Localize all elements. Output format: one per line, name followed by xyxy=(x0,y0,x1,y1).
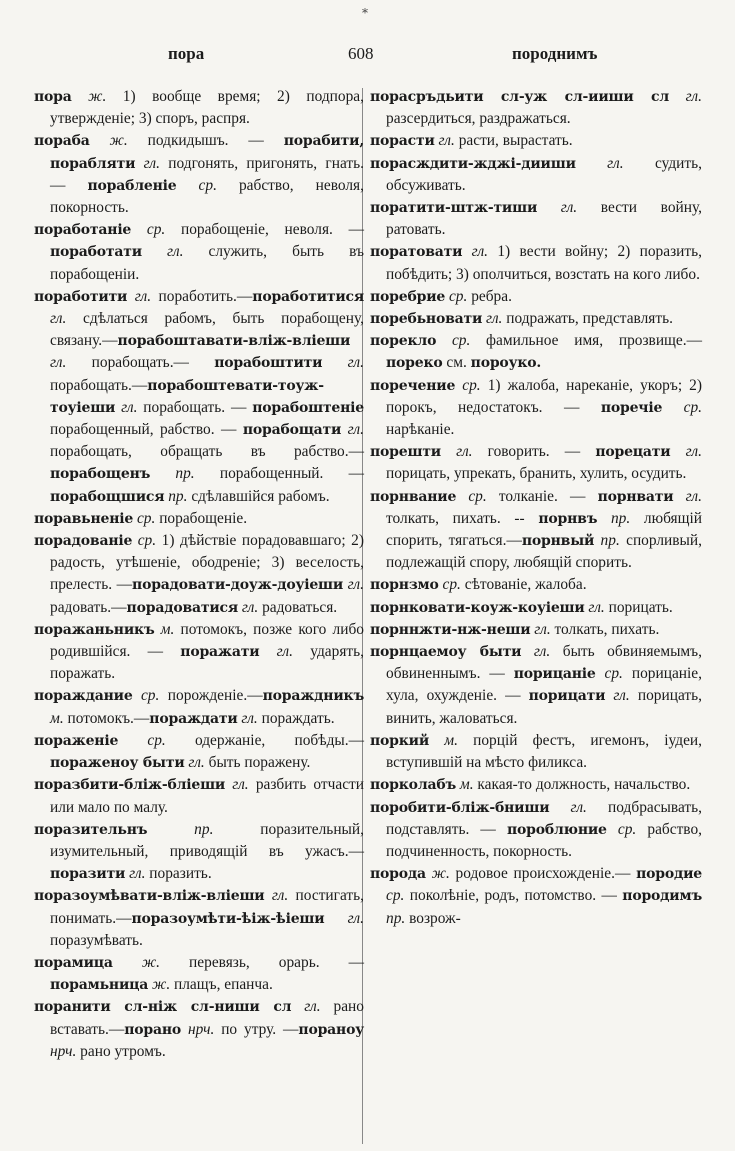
definition-text: судить, обсуживать. xyxy=(386,154,702,194)
headword: порадовати-доуж-доуіеши xyxy=(132,577,344,594)
definition-text: порабощенный. — xyxy=(194,465,364,483)
definition-text: 1) вообще время; 2) подпора, утвержденіе; 3) споръ, распря. xyxy=(50,88,364,128)
grammar-label: гл. xyxy=(225,776,249,794)
headword: порнвъ xyxy=(538,510,598,527)
dictionary-entry xyxy=(34,286,364,508)
grammar-label: гл. xyxy=(125,865,146,883)
definition-text: поразительный, изумительный, приводящій въ ужасъ.— xyxy=(50,820,364,860)
grammar-label: нрч. xyxy=(50,1042,77,1060)
definition-text: порицать. xyxy=(604,598,673,616)
headword: порекло xyxy=(370,333,437,350)
dictionary-entry xyxy=(370,441,702,485)
headword: поработитися xyxy=(252,288,364,305)
definition-text: рано утромъ. xyxy=(76,1042,166,1060)
definition-text: порабощать.— xyxy=(50,376,148,394)
grammar-label: пр. xyxy=(594,532,620,550)
definition-text: поработить.— xyxy=(151,287,253,305)
headword: поражати xyxy=(180,644,260,661)
page-number: 608 xyxy=(348,44,374,63)
definition-text: рабство, неволя, покорность. xyxy=(50,176,364,217)
definition-text: порцій фестъ, игемонъ, іудеи, вступившій на мѣсто филикса. xyxy=(386,731,702,772)
grammar-label: ж. xyxy=(89,132,128,150)
definition-text: потомокъ.— xyxy=(63,709,150,727)
definition-text: рано вставать.— xyxy=(50,998,364,1038)
dictionary-entry xyxy=(370,286,702,308)
grammar-label: пр. xyxy=(147,820,214,838)
dictionary-entry xyxy=(370,774,702,796)
grammar-label: м. xyxy=(429,731,458,749)
page-header xyxy=(36,44,696,68)
grammar-label: гл. xyxy=(127,287,152,305)
dictionary-entry xyxy=(34,685,364,729)
grammar-label: гл. xyxy=(237,709,258,727)
header-right-keyword: породнимъ xyxy=(512,44,598,63)
headword: поработати xyxy=(50,244,142,261)
grammar-label: гл. xyxy=(50,354,67,372)
grammar-label: ж. xyxy=(425,865,450,883)
definition-text: сдѣлаться рабомъ, быть порабощену, связану.— xyxy=(50,310,364,350)
definition-text: какая-то должность, начальство. xyxy=(473,776,691,794)
definition-text: возрож- xyxy=(405,909,461,927)
headword: порабоштити xyxy=(214,355,323,372)
dictionary-entry xyxy=(34,530,364,619)
dictionary-entry xyxy=(370,797,702,864)
headword: порабоштеніе xyxy=(252,399,365,416)
headword: поразбити-бліж-бліеши xyxy=(34,777,226,794)
headword: поработаніе xyxy=(34,222,132,239)
dictionary-entry xyxy=(370,375,702,442)
definition-text: спорливый, подлежащій спору, любящій спорить. xyxy=(386,532,702,572)
grammar-label: гл. xyxy=(50,310,67,328)
grammar-label: ср. xyxy=(132,687,160,705)
headword: пораждати xyxy=(149,710,238,727)
dictionary-entry xyxy=(370,330,702,374)
grammar-label: гл. xyxy=(530,620,551,638)
headword: пораноу xyxy=(298,1021,364,1038)
definition-text: 1) жалоба, нареканіе, укоръ; 2) порокъ, недостатокъ. — xyxy=(386,376,702,416)
headword: поречіе xyxy=(600,399,663,416)
headword: порабоштевати-тоуж-тоуіеши xyxy=(50,377,324,416)
headword: порнковати-коуж-коуіеши xyxy=(370,599,585,616)
grammar-label: гл. xyxy=(670,443,702,461)
grammar-label: ср. xyxy=(456,487,487,505)
grammar-label: ж. xyxy=(71,88,107,105)
dictionary-entry xyxy=(34,885,364,952)
definition-text: радоваться. xyxy=(258,598,338,616)
headword: поразоумѣти-ѣіж-ѣіеши xyxy=(131,910,325,927)
grammar-label: ср. xyxy=(176,176,217,194)
definition-text: пораждать. xyxy=(257,709,335,727)
definition-text: порабощеніе, неволя. — xyxy=(165,221,364,239)
grammar-label: гл. xyxy=(575,154,624,172)
headword: поребьновати xyxy=(370,311,483,328)
definition-text: сѣтованіе, жалоба. xyxy=(460,576,587,594)
top-mark: * xyxy=(362,6,368,20)
grammar-label: пр. xyxy=(386,909,406,927)
definition-text: 1) дѣйствіе порадовавшаго; 2) радость, утѣшеніе, ободреніе; 3) веселость, прелесть. — xyxy=(50,532,364,594)
headword: порабощати xyxy=(242,422,342,439)
headword: порецати xyxy=(595,444,671,461)
grammar-label: ср. xyxy=(445,287,468,305)
grammar-label: ср. xyxy=(131,221,166,239)
grammar-label: гл. xyxy=(259,643,293,661)
grammar-label: гл. xyxy=(537,199,578,217)
grammar-label: м. xyxy=(154,620,175,638)
dictionary-entry xyxy=(370,241,702,285)
definition-text: порицаніе, хула, охужденіе. — xyxy=(386,665,702,705)
definition-text: любящій спорить, тягаться.— xyxy=(386,509,703,550)
grammar-label: нрч. xyxy=(181,1020,215,1038)
definition-text: потомокъ, позже кого либо родившійся. — xyxy=(50,620,364,661)
grammar-label: м. xyxy=(50,709,64,727)
grammar-label: гл. xyxy=(549,798,587,816)
right-column xyxy=(370,86,702,930)
dictionary-entry xyxy=(34,774,364,818)
headword: поратити-штж-тиши xyxy=(370,200,538,217)
definition-text: толканіе. — xyxy=(486,487,598,505)
dictionary-entry xyxy=(370,153,702,197)
definition-text: порожденіе.— xyxy=(159,687,263,705)
dictionary-entry xyxy=(370,486,702,575)
definition-text: ребра. xyxy=(467,287,512,305)
headword: поречение xyxy=(370,377,456,394)
headword: порабощшися xyxy=(50,488,165,505)
dictionary-entry xyxy=(370,130,702,152)
grammar-label: гл. xyxy=(521,643,551,661)
definition-text: порабощенный, рабство. — xyxy=(50,421,243,439)
grammar-label: ж. xyxy=(112,953,161,971)
left-column xyxy=(34,86,364,1063)
dictionary-entry xyxy=(34,508,364,530)
grammar-label: гл. xyxy=(184,754,205,772)
headword: порабленіе xyxy=(87,177,177,194)
headword: порицаніе xyxy=(513,666,596,683)
definition-text: ударять, поражать. xyxy=(50,643,364,683)
dictionary-entry xyxy=(34,819,364,886)
headword: поркий xyxy=(370,732,430,749)
dictionary-entry xyxy=(370,597,702,619)
grammar-label: гл. xyxy=(115,398,138,416)
grammar-label: гл. xyxy=(322,354,364,372)
headword: поработити xyxy=(34,288,128,305)
definition-text: по утру. — xyxy=(214,1020,299,1038)
definition-text: порабощать. — xyxy=(137,398,253,416)
headword: пораждание xyxy=(34,688,133,705)
grammar-label: м. xyxy=(456,776,474,794)
definition-text: сдѣлавшійся рабомъ. xyxy=(187,487,330,505)
grammar-label: гл. xyxy=(238,598,259,616)
headword: пороуко. xyxy=(470,355,542,372)
headword: порасръдьити сл-уж сл-ииши сл xyxy=(370,89,670,105)
definition-text: порабощеніе. xyxy=(155,509,248,527)
definition-text: толкать, пихать. -- xyxy=(386,509,539,527)
headword: поразоумѣвати-вліж-вліеши xyxy=(34,888,265,905)
headword: порннжти-нж-неши xyxy=(370,621,531,638)
headword: пораждникъ xyxy=(262,688,364,705)
definition-text: порицать, упрекать, бранить, хулить, осудить. xyxy=(386,465,687,483)
dictionary-entry xyxy=(370,863,702,930)
grammar-label: ср. xyxy=(595,665,623,683)
definition-text: см. xyxy=(442,354,471,372)
headword: поразительнъ xyxy=(34,821,148,838)
headword: поребрие xyxy=(370,288,446,305)
grammar-label: гл. xyxy=(135,154,160,172)
definition-text: вести войну, ратовать. xyxy=(386,199,702,239)
headword: порнвание xyxy=(370,488,457,505)
dictionary-entry xyxy=(370,308,702,330)
grammar-label: гл. xyxy=(441,443,473,461)
grammar-label: ср. xyxy=(133,509,156,527)
headword: пороблюние xyxy=(506,821,607,838)
dictionary-entry xyxy=(34,996,364,1063)
dictionary-entry xyxy=(34,619,364,686)
grammar-label: ср. xyxy=(438,576,461,594)
dictionary-entry xyxy=(370,641,702,730)
grammar-label: гл. xyxy=(669,88,702,105)
headword: порасти xyxy=(370,133,435,150)
headword: порколабъ xyxy=(370,777,457,794)
definition-text: поколѣніе, родъ, потомство. — xyxy=(404,887,623,905)
headword: пореко xyxy=(386,355,443,372)
definition-text: 1) вести войну; 2) поразить, побѣдить; 3) ополчиться, возстать на кого либо. xyxy=(386,243,702,283)
grammar-label: пр. xyxy=(597,509,631,527)
definition-text: поразумѣвать. xyxy=(50,931,143,949)
definition-text: быть поражену. xyxy=(204,754,311,772)
headword: пораба xyxy=(34,133,90,150)
headword: пораженоу быти xyxy=(50,755,185,772)
dictionary-entry xyxy=(34,86,364,130)
grammar-label: пр. xyxy=(164,487,188,505)
header-left-keyword: пора xyxy=(168,44,205,63)
grammar-label: гл. xyxy=(482,310,503,328)
grammar-label: гл. xyxy=(343,576,364,594)
definition-text: говорить. — xyxy=(472,443,596,461)
definition-text: порабощать, обращать въ рабство.— xyxy=(50,443,364,461)
dictionary-entry xyxy=(370,86,702,130)
headword: порамица xyxy=(34,954,113,971)
grammar-label: ср. xyxy=(455,376,481,394)
definition-text: подражать, представлять. xyxy=(502,310,673,328)
headword: порнзмо xyxy=(370,577,439,594)
headword: породие xyxy=(636,866,702,883)
dictionary-entry xyxy=(370,197,702,241)
definition-text: порицать, винить, жаловаться. xyxy=(386,687,702,727)
headword: поранити сл-ніж сл-ниши сл xyxy=(34,999,292,1016)
grammar-label: пр. xyxy=(150,465,195,483)
headword: порабити, порабляти xyxy=(50,133,365,172)
headword: порадоватися xyxy=(126,599,238,616)
headword: пора xyxy=(34,89,72,105)
definition-text: подбрасывать, подставлять. — xyxy=(386,798,702,838)
definition-text: радовать.— xyxy=(50,598,127,616)
definition-text: одержаніе, побѣды.— xyxy=(165,731,364,749)
definition-text: фамильное имя, прозвище.— xyxy=(470,332,702,350)
headword: порасждити-жджі-дииши xyxy=(370,155,576,172)
headword: порабоштавати-вліж-вліеши xyxy=(117,333,351,350)
dictionary-entry xyxy=(370,619,702,641)
headword: поразити xyxy=(50,866,126,883)
definition-text: нарѣканіе. xyxy=(386,421,455,439)
grammar-label: ср. xyxy=(132,532,157,550)
grammar-label: гл. xyxy=(264,887,289,905)
definition-text: подкидышъ. — xyxy=(127,132,284,150)
grammar-label: гл. xyxy=(605,687,630,705)
grammar-label: гл. xyxy=(584,598,605,616)
dictionary-entry xyxy=(34,219,364,286)
headword: порабощенъ xyxy=(50,466,151,483)
headword: порнвый xyxy=(521,533,595,550)
grammar-label: гл. xyxy=(673,487,702,505)
dictionary-entry xyxy=(370,730,702,774)
dictionary-entry xyxy=(34,952,364,996)
definition-text: разбить отчасти или мало по малу. xyxy=(50,776,364,816)
headword: порано xyxy=(124,1021,182,1038)
headword: порадованіе xyxy=(34,533,133,550)
grammar-label: гл. xyxy=(341,421,364,439)
definition-text: родовое происхожденіе.— xyxy=(449,865,637,883)
headword: поравьненіе xyxy=(34,510,134,527)
headword: пораженіе xyxy=(34,732,119,749)
headword: порода xyxy=(370,866,426,883)
grammar-label: ср. xyxy=(118,731,166,749)
definition-text: толкать, пихать. xyxy=(550,620,660,638)
definition-text: перевязь, орарь. — xyxy=(160,953,364,971)
headword: порнвати xyxy=(597,488,674,505)
grammar-label: ср. xyxy=(606,820,637,838)
grammar-label: гл. xyxy=(324,909,364,927)
grammar-label: ср. xyxy=(662,398,702,416)
definition-text: поразить. xyxy=(145,865,212,883)
headword: поратовати xyxy=(370,244,463,261)
definition-text: разсердиться, раздражаться. xyxy=(386,110,571,128)
grammar-label: ж. xyxy=(148,976,171,994)
definition-text: плащъ, епанча. xyxy=(170,976,273,994)
headword: порамьница xyxy=(50,977,149,994)
headword: порицати xyxy=(528,688,606,705)
grammar-label: гл. xyxy=(141,243,184,261)
grammar-label: ср. xyxy=(436,332,471,350)
grammar-label: гл. xyxy=(434,132,455,150)
grammar-label: гл. xyxy=(291,998,321,1016)
headword: поражаньникъ xyxy=(34,621,155,638)
headword: породимъ xyxy=(622,888,702,905)
headword: порешти xyxy=(370,444,441,461)
definition-text: быть обвиняемымъ, обвиненнымъ. — xyxy=(386,643,702,683)
grammar-label: ср. xyxy=(386,887,405,905)
dictionary-entry xyxy=(370,574,702,596)
headword: порнцаемоу быти xyxy=(370,644,522,661)
dictionary-entry xyxy=(34,130,364,219)
definition-text: подгонять, пригонять, гнать. — xyxy=(50,154,364,194)
dictionary-entry xyxy=(34,730,364,774)
definition-text: постигать, понимать.— xyxy=(50,887,364,927)
definition-text: порабощать.— xyxy=(66,354,215,372)
definition-text: расти, вырастать. xyxy=(454,132,573,150)
grammar-label: гл. xyxy=(462,243,489,261)
headword: поробити-бліж-бниши xyxy=(370,799,550,816)
definition-text: рабство, подчиненность, покорность. xyxy=(386,820,702,860)
definition-text: служить, быть въ порабощеніи. xyxy=(50,243,364,283)
